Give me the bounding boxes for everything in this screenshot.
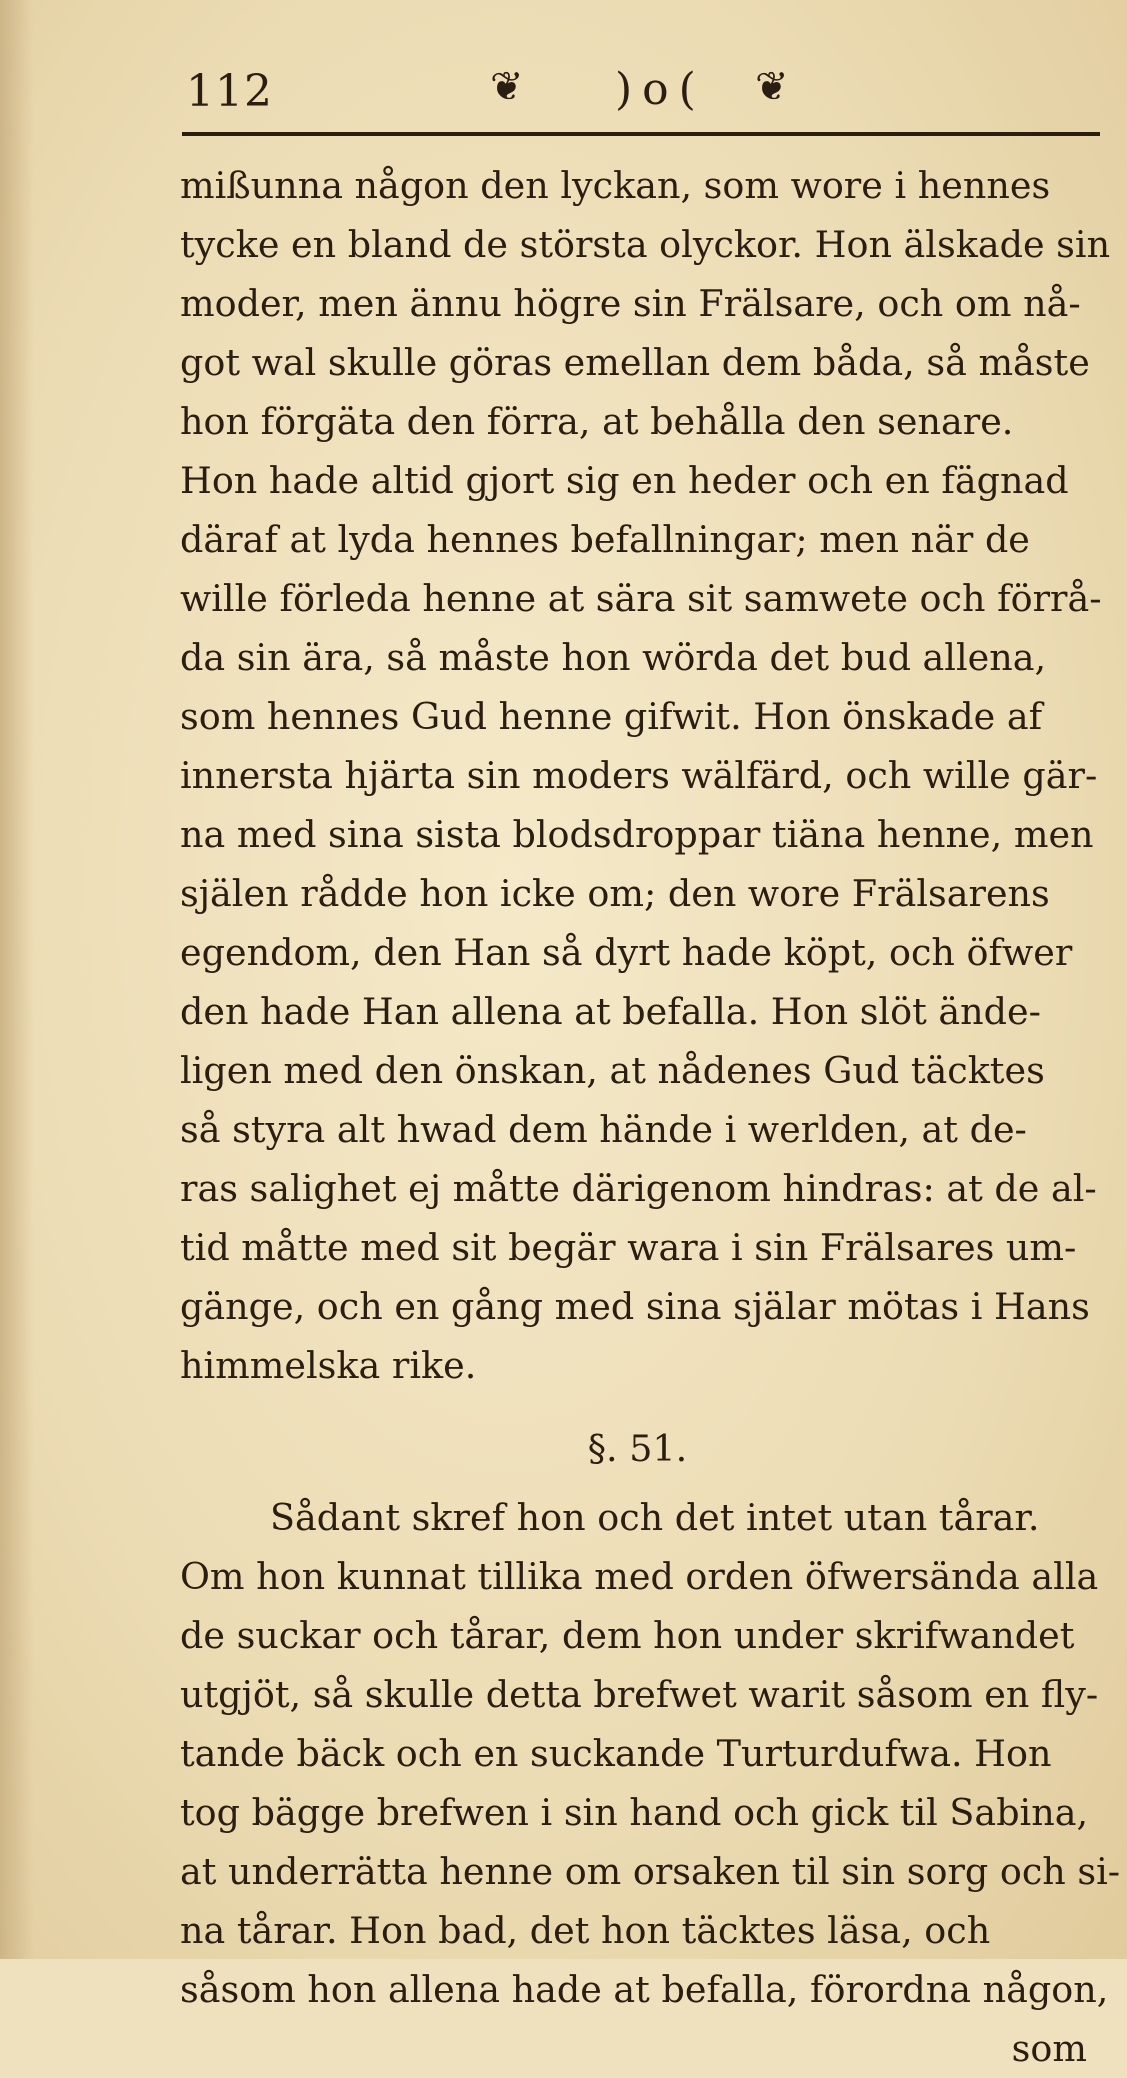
text-line: ras salighet ej måtte därigenom hindras: at de al- bbox=[180, 1167, 1097, 1210]
text-line: tande bäck och en suckande Turturdufwa. Hon bbox=[180, 1732, 1052, 1775]
text-line: na med sina sista blodsdroppar tiäna henne, men bbox=[180, 813, 1094, 856]
text-line: Sådant skref hon och det intet utan tårar. bbox=[270, 1496, 1040, 1539]
text-line: innersta hjärta sin moders wälfärd, och wille gär- bbox=[180, 754, 1098, 797]
catchword: som bbox=[1011, 2027, 1087, 2070]
fleuron-ornament-left: ❦ bbox=[490, 64, 524, 110]
header-mark: )o( bbox=[615, 64, 706, 115]
text-line: så styra alt hwad dem hände i werlden, at de- bbox=[180, 1108, 1027, 1151]
section-heading: §. 51. bbox=[587, 1427, 688, 1470]
text-line: mißunna någon den lyckan, som wore i hennes bbox=[180, 164, 1051, 207]
text-line: som hennes Gud henne gifwit. Hon önskade af bbox=[180, 695, 1043, 738]
running-header bbox=[180, 60, 1100, 130]
text-line: däraf at lyda hennes befallningar; men när de bbox=[180, 518, 1030, 561]
text-line: utgjöt, så skulle detta brefwet warit såsom en fly- bbox=[180, 1673, 1099, 1716]
text-line: tid måtte med sit begär wara i sin Frälsares um- bbox=[180, 1226, 1077, 1269]
text-line: Hon hade altid gjort sig en heder och en fägnad bbox=[180, 459, 1069, 502]
text-line: at underrätta henne om orsaken til sin sorg och si- bbox=[180, 1850, 1121, 1893]
text-line: såsom hon allena hade at befalla, förordna någon, bbox=[180, 1968, 1109, 2011]
body-text bbox=[180, 156, 1121, 2078]
text-line: de suckar och tårar, dem hon under skrifwandet bbox=[180, 1614, 1075, 1657]
text-line: moder, men ännu högre sin Frälsare, och om nå- bbox=[180, 282, 1081, 325]
text-line: na tårar. Hon bad, det hon täcktes läsa, och bbox=[180, 1909, 991, 1952]
text-line: hon förgäta den förra, at behålla den senare. bbox=[180, 400, 1014, 443]
text-line: got wal skulle göras emellan dem båda, så måste bbox=[180, 341, 1090, 384]
text-line: Om hon kunnat tillika med orden öfwersända alla bbox=[180, 1555, 1099, 1598]
text-line: tycke en bland de största olyckor. Hon älskade sin bbox=[180, 223, 1111, 266]
text-line: da sin ära, så måste hon wörda det bud allena, bbox=[180, 636, 1047, 679]
text-line: tog bägge brefwen i sin hand och gick til Sabina, bbox=[180, 1791, 1089, 1834]
page-number: 112 bbox=[186, 66, 273, 117]
text-line: himmelska rike. bbox=[180, 1344, 477, 1387]
header-rule bbox=[182, 132, 1100, 136]
text-line: själen rådde hon icke om; den wore Frälsarens bbox=[180, 872, 1050, 915]
text-line: den hade Han allena at befalla. Hon slöt ände- bbox=[180, 990, 1041, 1033]
page-gutter-shadow bbox=[0, 0, 34, 1959]
fleuron-ornament-right: ❦ bbox=[755, 64, 789, 110]
text-line: gänge, och en gång med sina själar mötas i Hans bbox=[180, 1285, 1090, 1328]
text-line: egendom, den Han så dyrt hade köpt, och öfwer bbox=[180, 931, 1073, 974]
text-line: wille förleda henne at sära sit samwete och förrå- bbox=[180, 577, 1102, 620]
text-line: ligen med den önskan, at nådenes Gud täcktes bbox=[180, 1049, 1045, 1092]
